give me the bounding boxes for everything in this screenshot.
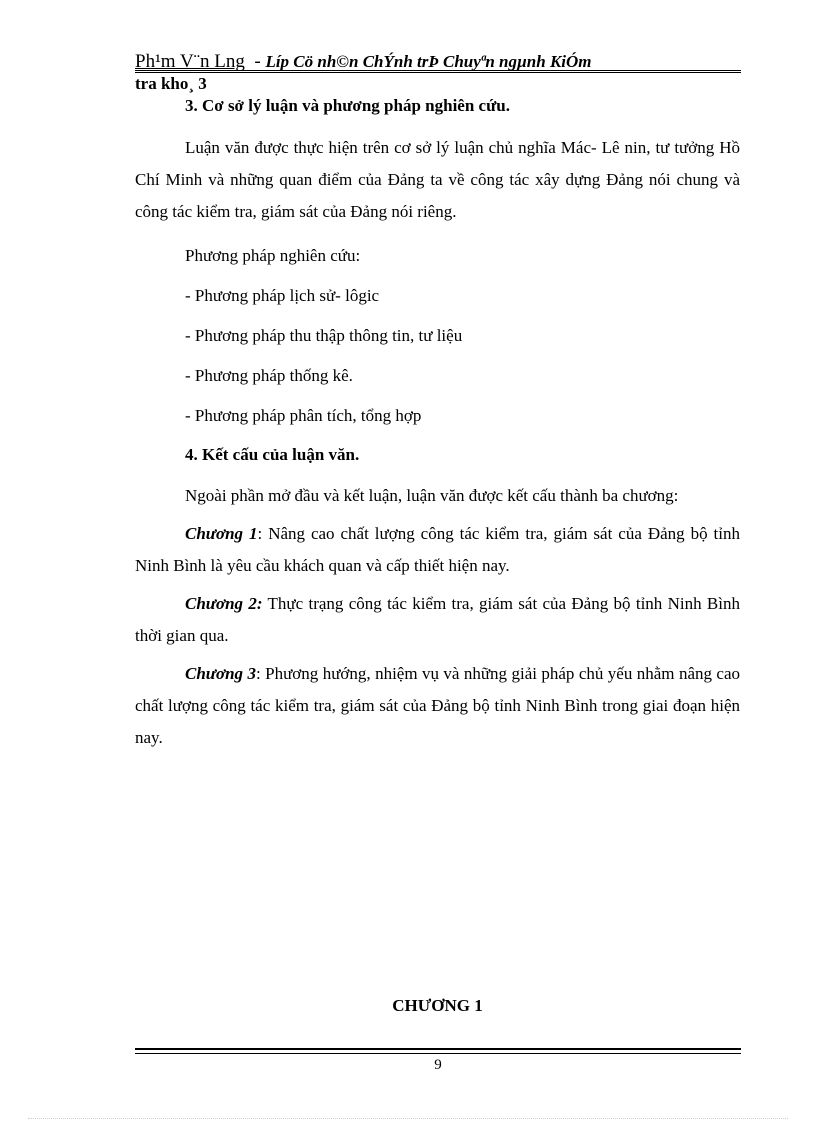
section-4-intro: Ngoài phần mở đầu và kết luận, luận văn được kết cấu thành ba chương:: [185, 486, 679, 505]
page-edge-divider: [28, 1118, 788, 1119]
method-item: - Phương pháp phân tích, tổng hợp: [185, 406, 422, 425]
chapter-2-label: Chương 2:: [185, 594, 263, 613]
chapter-3-text: : Phương hướng, nhiệm vụ và những giải pháp chủ yếu nhằm nâng cao chất lượng công tác kiểm tra, giám sát của Đảng bộ tỉnh Ninh Bình trong giai đoạn hiện nay.: [135, 664, 741, 747]
chapter-3-summary: [135, 658, 740, 754]
page-body: [135, 92, 740, 754]
header-rule: [135, 70, 741, 73]
chapter-1-text: : Nâng cao chất lượng công tác kiểm tra, giám sát của Đảng bộ tỉnh Ninh Bình là yêu cầu khách quan và cấp thiết hiện nay.: [135, 524, 740, 575]
method-item: - Phương pháp thu thập thông tin, tư liệu: [185, 326, 463, 345]
method-item: - Phương pháp lịch sử- lôgic: [185, 286, 380, 305]
chapter-heading: CHƯƠNG 1: [392, 996, 483, 1015]
section-4-heading: 4. Kết cấu của luận văn.: [185, 445, 360, 464]
chapter-1-summary: [135, 518, 740, 582]
page-number: 9: [434, 1057, 442, 1073]
header-separator: -: [244, 51, 266, 72]
header-title-continued: tra kho¸ 3: [135, 74, 207, 93]
section-3-paragraph: Luận văn được thực hiện trên cơ sở lý luận chủ nghĩa Mác- Lê nin, tư tưởng Hồ Chí Minh và những quan điểm của Đảng ta về công tác xây dựng Đảng nói chung và công tác kiểm tra, giám sát của Đảng nói riêng.: [135, 138, 740, 221]
chapter-1-label: Chương 1: [185, 524, 258, 543]
section-3-heading: 3. Cơ sở lý luận và phương pháp nghiên cứu.: [185, 96, 511, 115]
chapter-2-summary: [135, 588, 740, 652]
methods-intro: Phương pháp nghiên cứu:: [185, 246, 361, 265]
chapter-3-label: Chương 3: [185, 664, 256, 683]
method-item: - Phương pháp thống kê.: [185, 366, 353, 385]
footer-rule: [135, 1048, 741, 1054]
header-title: Líp Cö nh©n ChÝnh trÞ Chuyªn ngµnh KiÓm: [265, 52, 592, 71]
header-author: Ph¹m V¨n Lng: [135, 51, 245, 72]
chapter-2-text: Thực trạng công tác kiểm tra, giám sát của Đảng bộ tỉnh Ninh Bình thời gian qua.: [135, 594, 740, 645]
